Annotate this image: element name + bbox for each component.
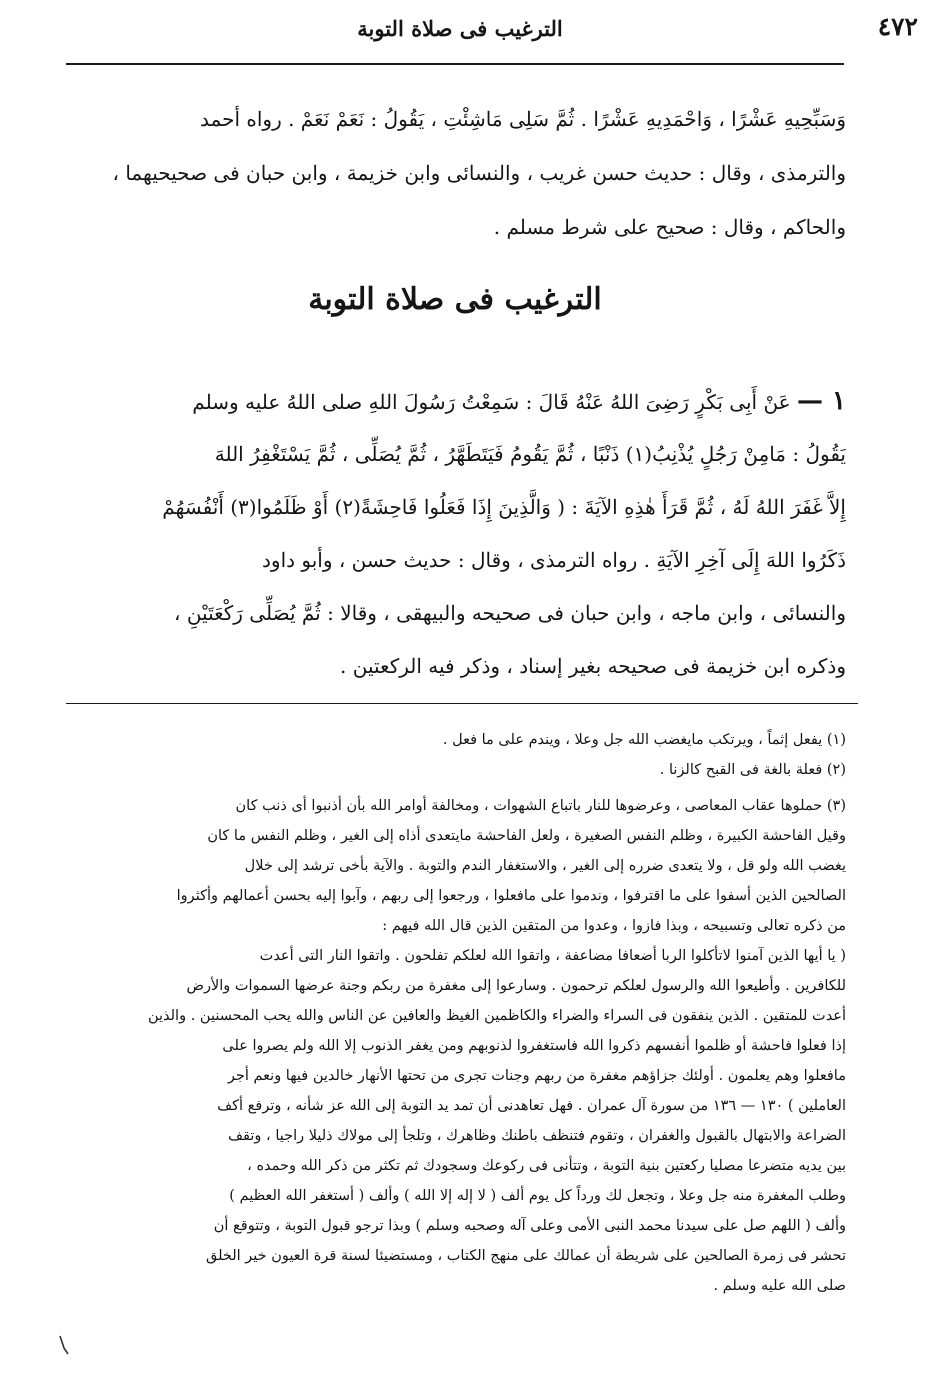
text-line: يغضب الله ولو قل ، ولا يتعدى ضرره إلى الغير ، والاستغفار الندم والتوبة . والآية بأخى ترشد إلى خلال (244, 858, 846, 874)
text-line: وألف ( اللهم صل على سيدنا محمد النبى الأمى وعلى آله وصحبه وسلم ) وبذا ترجو قبول التوبة ، وتتوقع أن (213, 1218, 846, 1234)
hadith-paragraph (64, 375, 846, 693)
intro-paragraph (64, 92, 846, 254)
text-line: وذكره ابن خزيمة فى صحيحه بغير إسناد ، وذكر فيه الركعتين . (340, 654, 846, 678)
text-line (64, 375, 846, 428)
text-line: للكافرين . وأطيعوا الله والرسول لعلكم ترحمون . وسارعوا إلى مغفرة من ربكم وجنة عرضها السموات والأرض (186, 978, 846, 994)
text-line: الصالحين الذين أسفوا على ما اقترفوا ، وندموا على مافعلوا ، ورجعوا إلى ربهم ، وآبوا إليه بحسن أعمالهم وأكثروا (176, 888, 846, 904)
page-number: ٤٧٢ (877, 12, 918, 41)
text-line: إذا فعلوا فاحشة أو ظلموا أنفسهم ذكروا الله فاستغفروا لذنوبهم ومن يغفر الذنوب إلا الله ولم يصروا على (222, 1038, 846, 1054)
text-line: بين يديه متضرعا مصليا ركعتين بنية التوبة ، وتتأنى فى ركوعك وسجودك ثم تكثر من ذكر الله وحمده ، (247, 1158, 846, 1174)
text-line: مافعلوا وهم يعلمون . أولئك جزاؤهم مغفرة من ربهم وجنات تجرى من تحتها الأنهار خالدين فيها ونعم أجر (227, 1068, 846, 1084)
footnote-1: (١) يفعل إثماً ، ويرتكب مايغضب الله جل وعلا ، ويندم على ما فعل . (442, 732, 846, 748)
text-line: تحشر فى زمرة الصالحين على شريطة أن عمالك على منهج الكتاب ، ومستضيئا لسنة قرة العيون خير الخلق (205, 1248, 846, 1264)
header-rule (66, 63, 844, 65)
text-line: وقيل الفاحشة الكبيرة ، وظلم النفس الصغيرة ، ولعل الفاحشة مايتعدى أذاه إلى الغير ، وظلم النفس ما كان (207, 828, 846, 844)
running-header (60, 10, 918, 50)
text-line: وطلب المغفرة منه جل وعلا ، وتجعل لك ورداً كل يوم ألف ( لا إله إلا الله ) وألف ( أستغفر الله العظيم ) (229, 1188, 846, 1204)
text-line: أعدت للمتقين . الذين ينفقون فى السراء والضراء والكاظمين الغيظ والعافين عن الناس والله يحب المحسنين . والذين (147, 1008, 846, 1024)
text-line: الضراعة والابتهال بالقبول والغفران ، وتقوم فتنظف باطنك وظاهرك ، وتلجأ إلى مولاك ذليلا راجيا ، وتقف (228, 1128, 846, 1144)
running-title: الترغيب فى صلاة التوبة (357, 16, 563, 41)
footnote-3 (64, 791, 846, 941)
footnote-2: (٢) فعلة بالغة فى القبح كالزنا . (659, 762, 846, 778)
text-line: صلى الله عليه وسلم . (713, 1278, 846, 1294)
text-line: إِلاَّ غَفَرَ اللهُ لَهُ ، ثُمَّ قَرَأَ هٰذِهِ الآيَةَ : ( وَالَّذِينَ إِذَا فَعَلُوا فَاحِشَةً(٢) أَوْ ظَلَمُوا(٣) أَنْفُسَهُمْ (162, 495, 846, 519)
text-line: وَسَبِّحِيهِ عَشْرًا ، وَاحْمَدِيهِ عَشْرًا . ثُمَّ سَلِى مَاشِئْتِ ، يَقُولُ : نَعَمْ نَعَمْ . رواه أحمد (200, 107, 846, 131)
text-line: يَقُولُ : مَامِنْ رَجُلٍ يُذْنِبُ(١) ذَنْبًا ، ثُمَّ يَقُومُ فَيَتَطَهَّرُ ، ثُمَّ يُصَلِّى ، ثُمَّ يَسْتَغْفِرُ اللهَ (214, 442, 846, 466)
text-line: ( يا أيها الذين آمنوا لاتأكلوا الربا أضعافا مضاعفة ، واتقوا الله لعلكم تفلحون . واتقوا النار التى أعدت (259, 948, 846, 964)
text-line: (٣) حملوها عقاب المعاصى ، وعرضوها للنار باتباع الشهوات ، ومخالفة أوامر الله بأن أذنبوا أى ذنب كان (235, 798, 846, 814)
scan-mark (58, 1334, 70, 1356)
text-line: والترمذى ، وقال : حديث حسن غريب ، والنسائى وابن خزيمة ، وابن حبان فى صحيحيهما ، (112, 161, 846, 185)
text-line: من ذكره تعالى وتسبيحه ، وبذا فازوا ، وعدوا من المتقين الذين قال الله فيهم : (382, 918, 846, 934)
footnote-rule (66, 703, 858, 704)
text-line: والنسائى ، وابن ماجه ، وابن حبان فى صحيحه والبيهقى ، وقالا : ثُمَّ يُصَلِّى رَكْعَتَيْنِ ، (174, 601, 846, 625)
hadith-number: ١ — (796, 386, 846, 416)
hadith-text: عَنْ أَبِى بَكْرٍ رَضِىَ اللهُ عَنْهُ قَالَ : سَمِعْتُ رَسُولَ اللهِ صلى اللهُ عليه وسلم (192, 390, 791, 414)
footnotes (64, 725, 846, 1301)
section-heading: الترغيب فى صلاة التوبة (308, 282, 602, 317)
text-line: ذَكَرُوا اللهَ إِلَى آخِرِ الآيَةِ . رواه الترمذى ، وقال : حديث حسن ، وأبو داود (262, 548, 846, 572)
text-line: العاملين ) ١٣٠ — ١٣٦ من سورة آل عمران . فهل تعاهدنى أن تمد يد التوبة إلى الله عز شأنه ، وترفع أكف (217, 1098, 846, 1114)
quran-quotation (64, 941, 846, 1301)
text-line: والحاكم ، وقال : صحيح على شرط مسلم . (493, 215, 846, 239)
